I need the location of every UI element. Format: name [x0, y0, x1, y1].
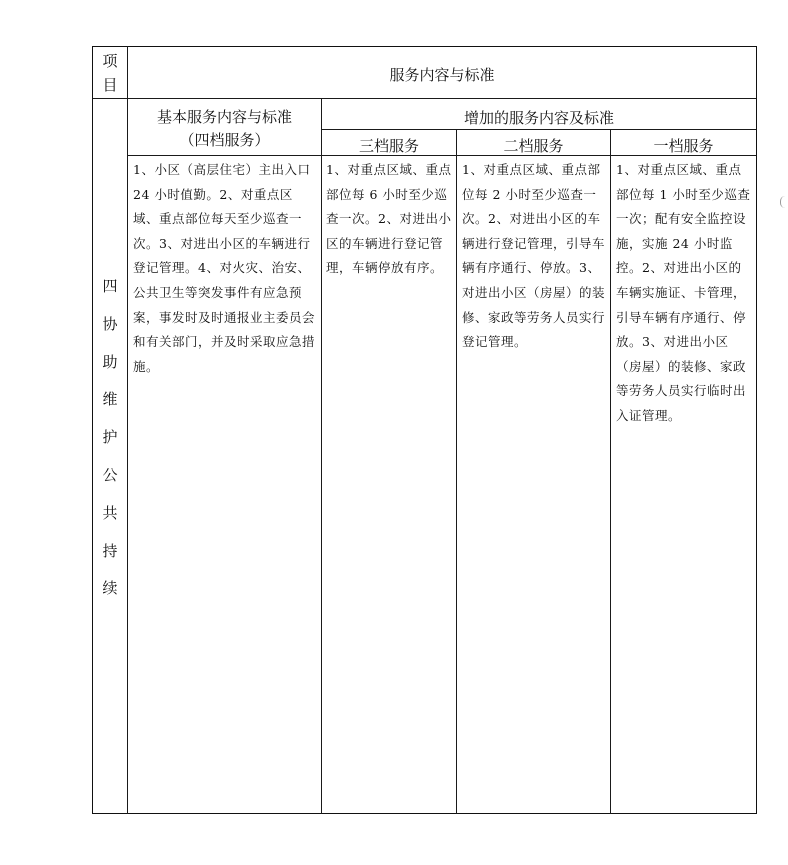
table-bottom-border	[92, 813, 757, 814]
item-char: 持	[102, 541, 118, 560]
tier1-content: 1、对重点区域、重点部位每 1 小时至少巡查一次；配有安全监控设施，实施 24 小时监控。2、对进出小区的车辆实施证、卡管理，引导车辆有序通行、停放。3、对进出小区（房屋）的装修、家政等劳务人员实行临时出入证管理。	[616, 162, 751, 423]
table-title: 服务内容与标准	[389, 66, 495, 84]
scan-edge-mark	[780, 196, 785, 208]
item-char: 维	[102, 390, 118, 409]
item-header-line2: 目	[102, 76, 118, 94]
item-char: 共	[102, 503, 118, 522]
table-right-border	[756, 46, 757, 814]
tier3-content: 1、对重点区域、重点部位每 6 小时至少巡查一次。2、对进出小区的车辆进行登记管理，车辆停放有序。	[326, 162, 452, 276]
added-standard-title: 增加的服务内容及标准	[463, 109, 614, 127]
basic-col-divider	[321, 98, 322, 814]
item-char: 护	[102, 428, 118, 447]
tier2-content: 1、对重点区域、重点部位每 2 小时至少巡查一次。2、对进出小区的车辆进行登记管理，引导车辆有序通行、停放。3、对进出小区（房屋）的装修、家政等劳务人员实行登记管理。	[462, 162, 606, 350]
tier-header-top-divider	[321, 129, 757, 130]
tier3-col-divider	[456, 129, 457, 814]
tier3-title: 三档服务	[358, 137, 419, 155]
item-vertical-label	[93, 276, 127, 616]
basic-standard-title: 基本服务内容与标准	[156, 108, 292, 126]
item-header-line1: 项	[102, 52, 118, 70]
item-char: 助	[102, 352, 118, 371]
header-divider	[92, 98, 757, 99]
basic-standard-subtitle: （四档服务）	[179, 131, 270, 149]
table-top-border	[92, 46, 757, 47]
item-col-divider	[127, 46, 128, 814]
item-char: 续	[102, 579, 118, 598]
item-char: 公	[102, 465, 118, 484]
item-char: 协	[102, 314, 118, 333]
tier1-title: 一档服务	[653, 137, 714, 155]
basic-standard-content: 1、小区（高层住宅）主出入口 24 小时值勤。2、对重点区域、重点部位每天至少巡查一次。3、对进出小区的车辆进行登记管理。4、对火灾、治安、公共卫生等突发事件有应急预案，事发时及时通报业主委员会和有关部门，并及时采取应急措施。	[133, 162, 316, 374]
item-char: 四	[102, 277, 118, 295]
tier2-col-divider	[610, 129, 611, 814]
tier2-title: 二档服务	[503, 137, 564, 155]
